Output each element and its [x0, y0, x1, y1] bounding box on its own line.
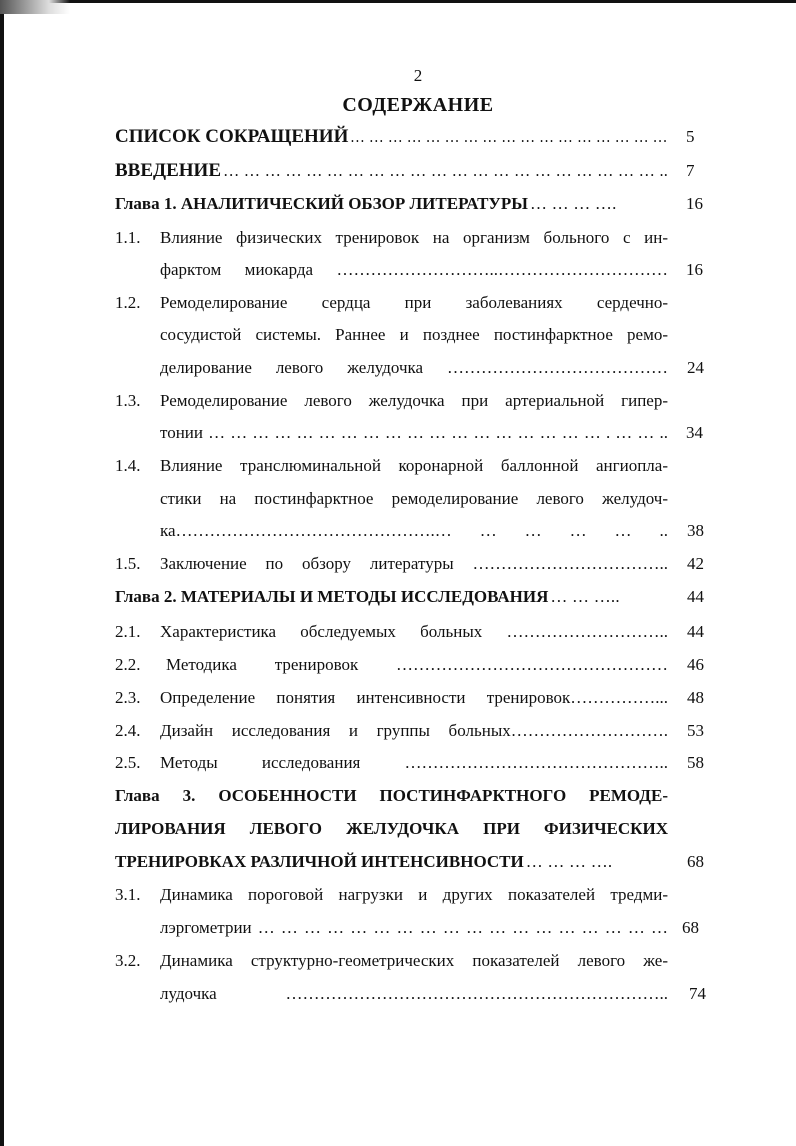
toc-entry-text: Динамика структурно-геометрических показателей левого же- — [160, 951, 668, 970]
toc-entry-line — [0, 946, 796, 976]
toc-entry-line — [0, 255, 796, 285]
toc-heading-line — [0, 582, 796, 612]
toc-entry-text: Методика тренировок ………………………………………… — [166, 655, 668, 674]
scan-corner-artifact — [0, 0, 70, 14]
toc-entry-text: делирование левого желудочка ………………………………… — [160, 358, 668, 377]
toc-heading-line — [0, 847, 796, 877]
section-number: 2.2. — [115, 655, 141, 674]
toc-entry-line — [0, 748, 796, 778]
page-title: СОДЕРЖАНИЕ — [342, 94, 494, 116]
section-number: 1.3. — [115, 391, 141, 410]
section-number: 1.2. — [115, 293, 141, 312]
leader-dots: … … … …. — [529, 194, 617, 213]
toc-entry-text: Заключение по обзору литературы …………………………….. — [160, 554, 668, 573]
toc-entry-text: стики на постинфарктное ремоделирование левого желудоч- — [160, 489, 668, 508]
toc-entry-text: Дизайн исследования и группы больных………………………. — [160, 721, 668, 740]
toc-entry-text: Влияние физических тренировок на организм больного с ин- — [160, 228, 668, 247]
section-number: 2.4. — [115, 721, 141, 740]
leader-dots: … … ….. — [550, 587, 620, 606]
page-ref: 16 — [686, 260, 703, 279]
toc-entry-text: Методы исследования ……………………………………….. — [160, 753, 668, 772]
toc-heading-text: ВВЕДЕНИЕ — [115, 160, 221, 181]
toc-entry-text: Ремоделирование сердца при заболеваниях сердечно- — [160, 293, 668, 312]
toc-heading-text: Глава 3. ОСОБЕННОСТИ ПОСТИНФАРКТНОГО РЕМОДЕ- — [115, 786, 668, 805]
page-ref: 42 — [687, 554, 704, 573]
toc-heading-text: Глава 2. МАТЕРИАЛЫ И МЕТОДЫ ИССЛЕДОВАНИЯ — [115, 587, 549, 606]
toc-entry-line — [0, 913, 796, 943]
page-ref: 44 — [687, 587, 704, 606]
page-ref: 24 — [687, 358, 704, 377]
toc-entry-line — [0, 979, 796, 1009]
toc-heading-line — [0, 189, 796, 219]
toc-entry-text: Определение понятия интенсивности тренировок……………... — [160, 688, 668, 707]
leader-dots: … … … … … … … … … … … … … … … … … … … … … .. — [223, 161, 668, 180]
toc-heading-line — [0, 122, 796, 152]
toc-entry-line — [0, 650, 796, 680]
leader-dots: … … … … … … … … … … … … … … … … … — [350, 127, 668, 146]
section-number: 2.3. — [115, 688, 141, 707]
page-ref: 46 — [687, 655, 704, 674]
toc-entry-line — [0, 320, 796, 350]
toc-heading-line — [0, 156, 796, 186]
toc-entry-line — [0, 716, 796, 746]
toc-entry-line — [0, 617, 796, 647]
page-ref: 48 — [687, 688, 704, 707]
toc-heading-line — [0, 814, 796, 844]
toc-entry-text: фарктом миокарда ………………………..………………………… — [160, 260, 668, 279]
toc-entry-line — [0, 516, 796, 546]
toc-entry-text: сосудистой системы. Раннее и позднее постинфарктное ремо- — [160, 325, 668, 344]
toc-heading-text: СПИСОК СОКРАЩЕНИЙ — [115, 126, 349, 147]
toc-entry-text: Ремоделирование левого желудочка при артериальной гипер- — [160, 391, 668, 410]
toc-entry-line — [0, 484, 796, 514]
page-ref: 16 — [686, 194, 703, 213]
page-number: 2 — [413, 66, 423, 85]
page-ref: 7 — [686, 161, 695, 180]
toc-entry-text: Динамика пороговой нагрузки и других показателей тредми- — [160, 885, 668, 904]
toc-entry-line — [0, 288, 796, 318]
section-number: 1.4. — [115, 456, 141, 475]
toc-entry-line — [0, 451, 796, 481]
toc-entry-text: Влияние транслюминальной коронарной баллонной ангиопла- — [160, 456, 668, 475]
toc-heading-text: ЛИРОВАНИЯ ЛЕВОГО ЖЕЛУДОЧКА ПРИ ФИЗИЧЕСКИХ — [115, 819, 668, 838]
page-ref: 44 — [687, 622, 704, 641]
section-number: 3.2. — [115, 951, 141, 970]
toc-heading-line — [0, 781, 796, 811]
page-ref: 58 — [687, 753, 704, 772]
toc-entry-line — [0, 549, 796, 579]
toc-entry-text: лэргометрии … … … … … … … … … … … … … … … … … … — [160, 918, 668, 937]
page-ref: 74 — [689, 984, 706, 1003]
toc-entry-line — [0, 683, 796, 713]
toc-entry-text: лудочка ………………………………………………………….. — [160, 984, 668, 1003]
section-number: 2.1. — [115, 622, 141, 641]
toc-heading-text: Глава 1. АНАЛИТИЧЕСКИЙ ОБЗОР ЛИТЕРАТУРЫ — [115, 194, 528, 213]
section-number: 1.5. — [115, 554, 141, 573]
toc-entry-text: тонии … … … … … … … … … … … … … … … … … … . … … .. — [160, 423, 668, 442]
page-ref: 53 — [687, 721, 704, 740]
leader-dots: … … … …. — [525, 852, 613, 871]
toc-entry-text: Характеристика обследуемых больных ……………………….. — [160, 622, 668, 641]
toc-entry-line — [0, 386, 796, 416]
toc-entry-line — [0, 880, 796, 910]
toc-entry-line — [0, 418, 796, 448]
page-ref: 68 — [687, 852, 704, 871]
section-number: 3.1. — [115, 885, 141, 904]
page-ref: 5 — [686, 127, 695, 146]
toc-entry-text: ка……………………………………….… … … … … .. — [160, 521, 668, 540]
scan-edge-top — [0, 0, 796, 3]
toc-entry-line — [0, 353, 796, 383]
section-number: 2.5. — [115, 753, 141, 772]
page-ref: 68 — [682, 918, 699, 937]
toc-heading-text: ТРЕНИРОВКАХ РАЗЛИЧНОЙ ИНТЕНСИВНОСТИ — [115, 852, 524, 871]
page-ref: 34 — [686, 423, 703, 442]
page-ref: 38 — [687, 521, 704, 540]
section-number: 1.1. — [115, 228, 141, 247]
toc-entry-line — [0, 223, 796, 253]
